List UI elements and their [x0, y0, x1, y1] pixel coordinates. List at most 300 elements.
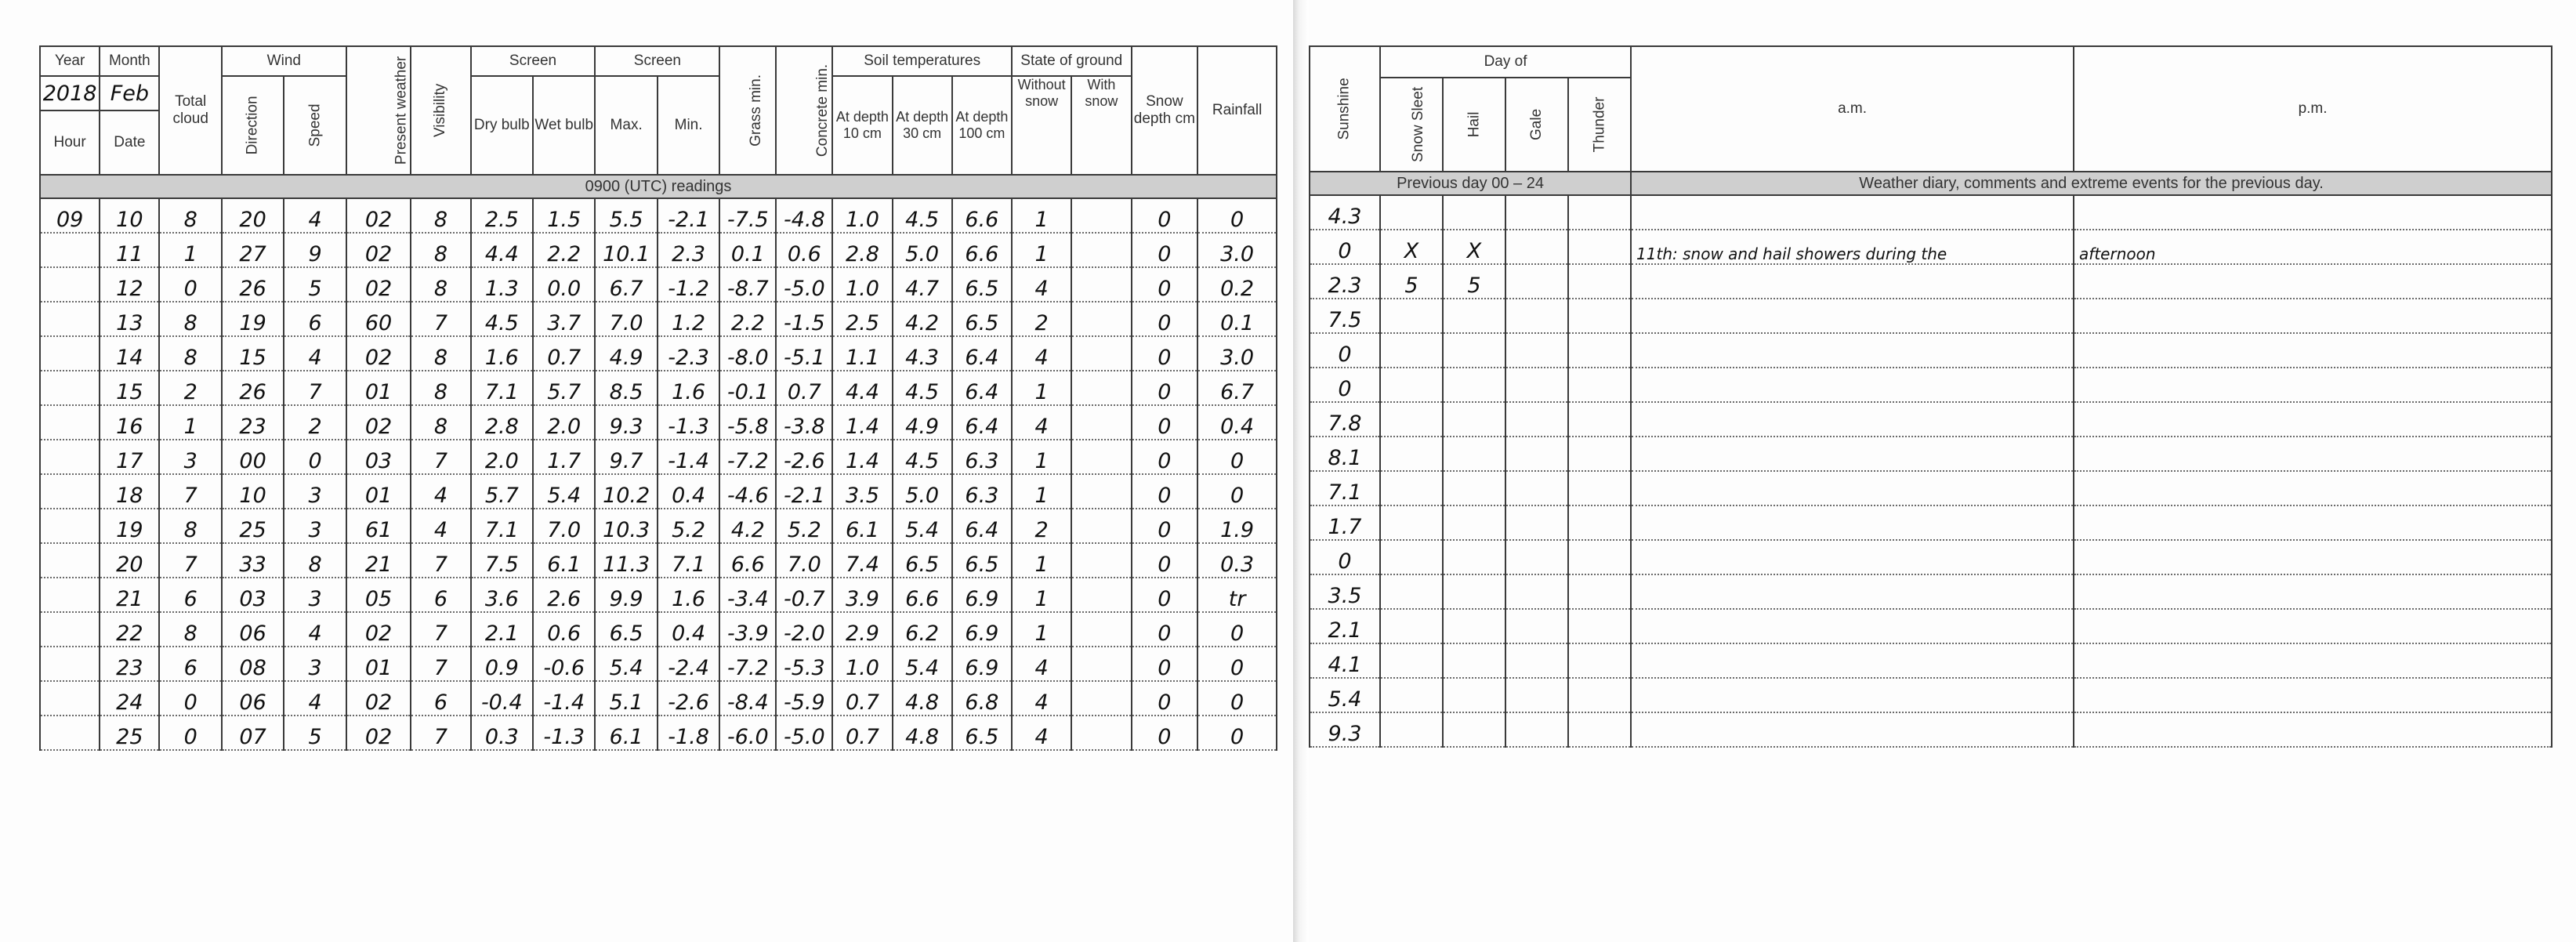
- max-cell: 10.1: [595, 233, 657, 267]
- grass-cell: -7.2: [719, 647, 776, 681]
- thunder-cell: [1568, 678, 1631, 712]
- without-snow-header: Without snow: [1012, 76, 1071, 175]
- gale-cell: [1505, 437, 1568, 471]
- thunder-cell: [1568, 505, 1631, 540]
- wo-cell: 4: [1012, 267, 1071, 302]
- reading-row: [40, 302, 1277, 336]
- vis-cell: 8: [411, 267, 470, 302]
- dry-bulb-header: Dry bulb: [471, 76, 533, 175]
- gale-cell: [1505, 505, 1568, 540]
- s10-cell: 1.0: [832, 647, 892, 681]
- pw-cell: 60: [346, 302, 411, 336]
- am-cell: [1631, 402, 2074, 437]
- snow-cell: X: [1380, 230, 1443, 264]
- snow-cell: 0: [1132, 198, 1198, 233]
- snow-cell: 0: [1132, 302, 1198, 336]
- speed-cell: 3: [284, 647, 346, 681]
- hour-cell: [40, 267, 100, 302]
- gale-header: Gale: [1505, 78, 1568, 172]
- cloud-cell: 8: [159, 509, 221, 543]
- speed-cell: 3: [284, 578, 346, 612]
- s30-cell: 4.7: [893, 267, 952, 302]
- pw-cell: 03: [346, 440, 411, 474]
- dir-cell: 15: [222, 336, 284, 371]
- s100-cell: 6.9: [952, 612, 1012, 647]
- wo-cell: 4: [1012, 716, 1071, 750]
- vis-cell: 7: [411, 612, 470, 647]
- speed-cell: 7: [284, 371, 346, 405]
- snow-cell: [1380, 368, 1443, 402]
- sun-cell: 9.3: [1310, 712, 1380, 747]
- am-cell: [1631, 264, 2074, 299]
- snow-sleet-header: Snow Sleet: [1380, 78, 1443, 172]
- diary-row: [1310, 195, 2552, 230]
- min-cell: -2.3: [658, 336, 719, 371]
- dry-cell: 7.1: [471, 509, 533, 543]
- reading-row: [40, 716, 1277, 750]
- ws-cell: [1071, 371, 1131, 405]
- snow-cell: 0: [1132, 681, 1198, 716]
- s30-cell: 4.5: [893, 371, 952, 405]
- gale-cell: [1505, 540, 1568, 574]
- thunder-cell: [1568, 230, 1631, 264]
- min-cell: -1.8: [658, 716, 719, 750]
- s10-cell: 1.1: [832, 336, 892, 371]
- pw-cell: 01: [346, 371, 411, 405]
- hail-cell: [1443, 609, 1505, 643]
- gale-cell: [1505, 264, 1568, 299]
- am-cell: [1631, 540, 2074, 574]
- min-cell: 0.4: [658, 474, 719, 509]
- speed-cell: 5: [284, 716, 346, 750]
- reading-row: [40, 681, 1277, 716]
- thunder-cell: [1568, 368, 1631, 402]
- wet-cell: 0.6: [533, 612, 595, 647]
- wet-cell: 7.0: [533, 509, 595, 543]
- grass-cell: -3.9: [719, 612, 776, 647]
- speed-cell: 4: [284, 681, 346, 716]
- soil-temperatures-header: Soil temperatures: [832, 46, 1012, 76]
- max-cell: 9.7: [595, 440, 657, 474]
- grass-cell: 6.6: [719, 543, 776, 578]
- screen-header-1: Screen: [471, 46, 596, 76]
- pm-cell: [2074, 333, 2552, 368]
- s100-cell: 6.5: [952, 543, 1012, 578]
- date-cell: 10: [100, 198, 159, 233]
- hour-cell: [40, 543, 100, 578]
- hour-cell: [40, 302, 100, 336]
- vis-cell: 6: [411, 681, 470, 716]
- min-cell: -1.2: [658, 267, 719, 302]
- date-cell: 19: [100, 509, 159, 543]
- am-cell: 11th: snow and hail showers during the: [1631, 230, 2074, 264]
- s10-cell: 0.7: [832, 681, 892, 716]
- cloud-cell: 2: [159, 371, 221, 405]
- min-cell: 0.4: [658, 612, 719, 647]
- reading-row: [40, 405, 1277, 440]
- snow-cell: 0: [1132, 543, 1198, 578]
- rain-cell: 0.2: [1197, 267, 1277, 302]
- date-cell: 20: [100, 543, 159, 578]
- cloud-cell: 7: [159, 474, 221, 509]
- max-cell: 5.1: [595, 681, 657, 716]
- vis-cell: 7: [411, 440, 470, 474]
- wo-cell: 1: [1012, 233, 1071, 267]
- speed-cell: 4: [284, 336, 346, 371]
- wo-cell: 1: [1012, 474, 1071, 509]
- s100-cell: 6.5: [952, 716, 1012, 750]
- min-cell: -2.1: [658, 198, 719, 233]
- hail-cell: [1443, 368, 1505, 402]
- cloud-cell: 6: [159, 578, 221, 612]
- max-cell: 9.9: [595, 578, 657, 612]
- book-fold: [1293, 0, 1309, 942]
- wet-cell: 2.6: [533, 578, 595, 612]
- thunder-cell: [1568, 643, 1631, 678]
- ws-cell: [1071, 509, 1131, 543]
- wet-bulb-header: Wet bulb: [533, 76, 595, 175]
- snow-cell: 0: [1132, 440, 1198, 474]
- pm-cell: [2074, 264, 2552, 299]
- speed-cell: 2: [284, 405, 346, 440]
- wo-cell: 4: [1012, 647, 1071, 681]
- dir-cell: 25: [222, 509, 284, 543]
- dry-cell: 7.1: [471, 371, 533, 405]
- wo-cell: 1: [1012, 198, 1071, 233]
- concrete-cell: -1.5: [776, 302, 832, 336]
- hour-label: Hour: [40, 111, 100, 175]
- rainfall-header: Rainfall: [1197, 46, 1277, 175]
- dry-cell: 2.8: [471, 405, 533, 440]
- date-label: Date: [100, 111, 159, 175]
- dry-cell: 0.3: [471, 716, 533, 750]
- am-cell: [1631, 195, 2074, 230]
- rain-cell: 0: [1197, 198, 1277, 233]
- hail-cell: [1443, 437, 1505, 471]
- wind-header: Wind: [222, 46, 346, 76]
- wo-cell: 4: [1012, 681, 1071, 716]
- gale-cell: [1505, 368, 1568, 402]
- s100-cell: 6.6: [952, 198, 1012, 233]
- grass-cell: -8.0: [719, 336, 776, 371]
- am-cell: [1631, 505, 2074, 540]
- date-cell: 18: [100, 474, 159, 509]
- speed-header: Speed: [284, 76, 346, 175]
- s10-cell: 1.4: [832, 440, 892, 474]
- s100-cell: 6.3: [952, 474, 1012, 509]
- am-cell: [1631, 299, 2074, 333]
- snow-cell: 0: [1132, 336, 1198, 371]
- hail-cell: [1443, 402, 1505, 437]
- s30-cell: 4.2: [893, 302, 952, 336]
- diary-row: [1310, 505, 2552, 540]
- s30-cell: 4.3: [893, 336, 952, 371]
- vis-cell: 7: [411, 716, 470, 750]
- concrete-cell: -5.0: [776, 267, 832, 302]
- snow-cell: [1380, 678, 1443, 712]
- present-weather-header: Present weather: [346, 46, 411, 175]
- cloud-cell: 8: [159, 198, 221, 233]
- wet-cell: 6.1: [533, 543, 595, 578]
- rain-cell: 0: [1197, 612, 1277, 647]
- hail-cell: [1443, 195, 1505, 230]
- reading-row: [40, 267, 1277, 302]
- grass-cell: -7.2: [719, 440, 776, 474]
- sun-cell: 8.1: [1310, 437, 1380, 471]
- date-cell: 25: [100, 716, 159, 750]
- direction-header: Direction: [222, 76, 284, 175]
- reading-row: [40, 612, 1277, 647]
- thunder-cell: [1568, 437, 1631, 471]
- pw-cell: 02: [346, 233, 411, 267]
- concrete-cell: -2.0: [776, 612, 832, 647]
- rain-cell: 0: [1197, 716, 1277, 750]
- max-cell: 10.3: [595, 509, 657, 543]
- thunder-cell: [1568, 712, 1631, 747]
- diary-row: [1310, 437, 2552, 471]
- ws-cell: [1071, 474, 1131, 509]
- gale-cell: [1505, 402, 1568, 437]
- wet-cell: 0.7: [533, 336, 595, 371]
- vis-cell: 7: [411, 543, 470, 578]
- snow-cell: [1380, 609, 1443, 643]
- diary-row: [1310, 402, 2552, 437]
- s30-cell: 6.5: [893, 543, 952, 578]
- sun-cell: 5.4: [1310, 678, 1380, 712]
- sun-cell: 7.5: [1310, 299, 1380, 333]
- gale-cell: [1505, 299, 1568, 333]
- diary-row: [1310, 264, 2552, 299]
- s10-cell: 7.4: [832, 543, 892, 578]
- thunder-cell: [1568, 609, 1631, 643]
- ws-cell: [1071, 681, 1131, 716]
- wet-cell: 1.7: [533, 440, 595, 474]
- year-label: Year: [40, 46, 100, 76]
- rain-cell: 0: [1197, 647, 1277, 681]
- s10-cell: 6.1: [832, 509, 892, 543]
- hour-cell: [40, 405, 100, 440]
- cloud-cell: 8: [159, 302, 221, 336]
- wet-cell: 1.5: [533, 198, 595, 233]
- s30-cell: 5.0: [893, 233, 952, 267]
- date-cell: 13: [100, 302, 159, 336]
- hail-cell: [1443, 471, 1505, 505]
- date-cell: 11: [100, 233, 159, 267]
- hour-cell: [40, 233, 100, 267]
- grass-cell: -0.1: [719, 371, 776, 405]
- depth-10-header: At depth 10 cm: [832, 76, 892, 175]
- pw-cell: 02: [346, 336, 411, 371]
- snow-cell: [1380, 505, 1443, 540]
- am-cell: [1631, 333, 2074, 368]
- s30-cell: 4.5: [893, 440, 952, 474]
- snow-cell: [1380, 437, 1443, 471]
- speed-cell: 4: [284, 198, 346, 233]
- dir-cell: 10: [222, 474, 284, 509]
- vis-cell: 8: [411, 405, 470, 440]
- vis-cell: 8: [411, 336, 470, 371]
- dry-cell: 4.4: [471, 233, 533, 267]
- cloud-cell: 6: [159, 647, 221, 681]
- previous-day-band: Previous day 00 – 24: [1310, 172, 1631, 195]
- s30-cell: 4.8: [893, 681, 952, 716]
- dry-cell: 5.7: [471, 474, 533, 509]
- max-cell: 8.5: [595, 371, 657, 405]
- diary-row: [1310, 471, 2552, 505]
- am-cell: [1631, 437, 2074, 471]
- date-cell: 22: [100, 612, 159, 647]
- vis-cell: 7: [411, 647, 470, 681]
- cloud-cell: 0: [159, 716, 221, 750]
- pw-cell: 21: [346, 543, 411, 578]
- max-header: Max.: [595, 76, 657, 175]
- sun-cell: 0: [1310, 230, 1380, 264]
- snow-cell: [1380, 574, 1443, 609]
- am-cell: [1631, 574, 2074, 609]
- dir-cell: 08: [222, 647, 284, 681]
- hour-cell: [40, 647, 100, 681]
- s10-cell: 1.0: [832, 198, 892, 233]
- diary-row: [1310, 574, 2552, 609]
- gale-cell: [1505, 609, 1568, 643]
- sun-cell: 7.8: [1310, 402, 1380, 437]
- min-cell: 5.2: [658, 509, 719, 543]
- hail-cell: [1443, 712, 1505, 747]
- ws-cell: [1071, 543, 1131, 578]
- min-cell: -1.3: [658, 405, 719, 440]
- day-of-header: Day of: [1380, 46, 1631, 78]
- am-header: a.m.: [1631, 46, 2074, 172]
- max-cell: 6.5: [595, 612, 657, 647]
- wet-cell: 2.2: [533, 233, 595, 267]
- visibility-header: Visibility: [411, 46, 470, 175]
- cloud-cell: 3: [159, 440, 221, 474]
- s30-cell: 6.2: [893, 612, 952, 647]
- speed-cell: 5: [284, 267, 346, 302]
- pm-cell: [2074, 402, 2552, 437]
- s10-cell: 2.8: [832, 233, 892, 267]
- thunder-cell: [1568, 299, 1631, 333]
- concrete-cell: -2.6: [776, 440, 832, 474]
- pm-cell: [2074, 195, 2552, 230]
- ws-cell: [1071, 716, 1131, 750]
- snow-cell: [1380, 643, 1443, 678]
- rain-cell: 1.9: [1197, 509, 1277, 543]
- sun-cell: 2.1: [1310, 609, 1380, 643]
- s30-cell: 5.4: [893, 509, 952, 543]
- snow-cell: [1380, 333, 1443, 368]
- gale-cell: [1505, 471, 1568, 505]
- reading-row: [40, 509, 1277, 543]
- hail-cell: [1443, 540, 1505, 574]
- concrete-cell: -5.3: [776, 647, 832, 681]
- hour-cell: [40, 716, 100, 750]
- s10-cell: 3.9: [832, 578, 892, 612]
- ws-cell: [1071, 405, 1131, 440]
- rain-cell: 0.4: [1197, 405, 1277, 440]
- dry-cell: 1.6: [471, 336, 533, 371]
- grass-cell: -8.7: [719, 267, 776, 302]
- reading-row: [40, 198, 1277, 233]
- s100-cell: 6.9: [952, 578, 1012, 612]
- depth-30-header: At depth 30 cm: [893, 76, 952, 175]
- s100-cell: 6.4: [952, 336, 1012, 371]
- concrete-cell: 0.6: [776, 233, 832, 267]
- hour-cell: [40, 578, 100, 612]
- reading-row: [40, 233, 1277, 267]
- speed-cell: 4: [284, 612, 346, 647]
- dry-cell: -0.4: [471, 681, 533, 716]
- dir-cell: 20: [222, 198, 284, 233]
- ws-cell: [1071, 612, 1131, 647]
- dry-cell: 7.5: [471, 543, 533, 578]
- wet-cell: 5.4: [533, 474, 595, 509]
- concrete-cell: -5.1: [776, 336, 832, 371]
- max-cell: 6.1: [595, 716, 657, 750]
- s10-cell: 2.5: [832, 302, 892, 336]
- rain-cell: 0.1: [1197, 302, 1277, 336]
- pm-header: p.m.: [2074, 46, 2552, 172]
- gale-cell: [1505, 643, 1568, 678]
- s100-cell: 6.4: [952, 405, 1012, 440]
- hail-cell: [1443, 299, 1505, 333]
- min-cell: -2.6: [658, 681, 719, 716]
- max-cell: 7.0: [595, 302, 657, 336]
- concrete-cell: -0.7: [776, 578, 832, 612]
- sun-cell: 7.1: [1310, 471, 1380, 505]
- speed-cell: 8: [284, 543, 346, 578]
- rain-cell: 6.7: [1197, 371, 1277, 405]
- ws-cell: [1071, 267, 1131, 302]
- reading-row: [40, 578, 1277, 612]
- snow-cell: 0: [1132, 647, 1198, 681]
- s10-cell: 2.9: [832, 612, 892, 647]
- snow-cell: 0: [1132, 267, 1198, 302]
- pw-cell: 02: [346, 405, 411, 440]
- s30-cell: 4.9: [893, 405, 952, 440]
- s10-cell: 1.4: [832, 405, 892, 440]
- s30-cell: 4.8: [893, 716, 952, 750]
- thunder-cell: [1568, 471, 1631, 505]
- wo-cell: 4: [1012, 336, 1071, 371]
- s100-cell: 6.9: [952, 647, 1012, 681]
- s100-cell: 6.5: [952, 267, 1012, 302]
- ws-cell: [1071, 233, 1131, 267]
- wo-cell: 4: [1012, 405, 1071, 440]
- date-cell: 17: [100, 440, 159, 474]
- month-value: Feb: [100, 76, 159, 111]
- dry-cell: 2.0: [471, 440, 533, 474]
- sun-cell: 2.3: [1310, 264, 1380, 299]
- vis-cell: 7: [411, 302, 470, 336]
- snow-cell: [1380, 471, 1443, 505]
- min-cell: 7.1: [658, 543, 719, 578]
- concrete-min-header: Concrete min.: [776, 46, 832, 175]
- sun-cell: 4.3: [1310, 195, 1380, 230]
- snow-cell: [1380, 402, 1443, 437]
- cloud-cell: 8: [159, 336, 221, 371]
- dir-cell: 26: [222, 371, 284, 405]
- pm-cell: [2074, 540, 2552, 574]
- concrete-cell: 7.0: [776, 543, 832, 578]
- thunder-cell: [1568, 195, 1631, 230]
- thunder-cell: [1568, 540, 1631, 574]
- am-cell: [1631, 368, 2074, 402]
- am-cell: [1631, 712, 2074, 747]
- max-cell: 4.9: [595, 336, 657, 371]
- sun-cell: 3.5: [1310, 574, 1380, 609]
- ws-cell: [1071, 647, 1131, 681]
